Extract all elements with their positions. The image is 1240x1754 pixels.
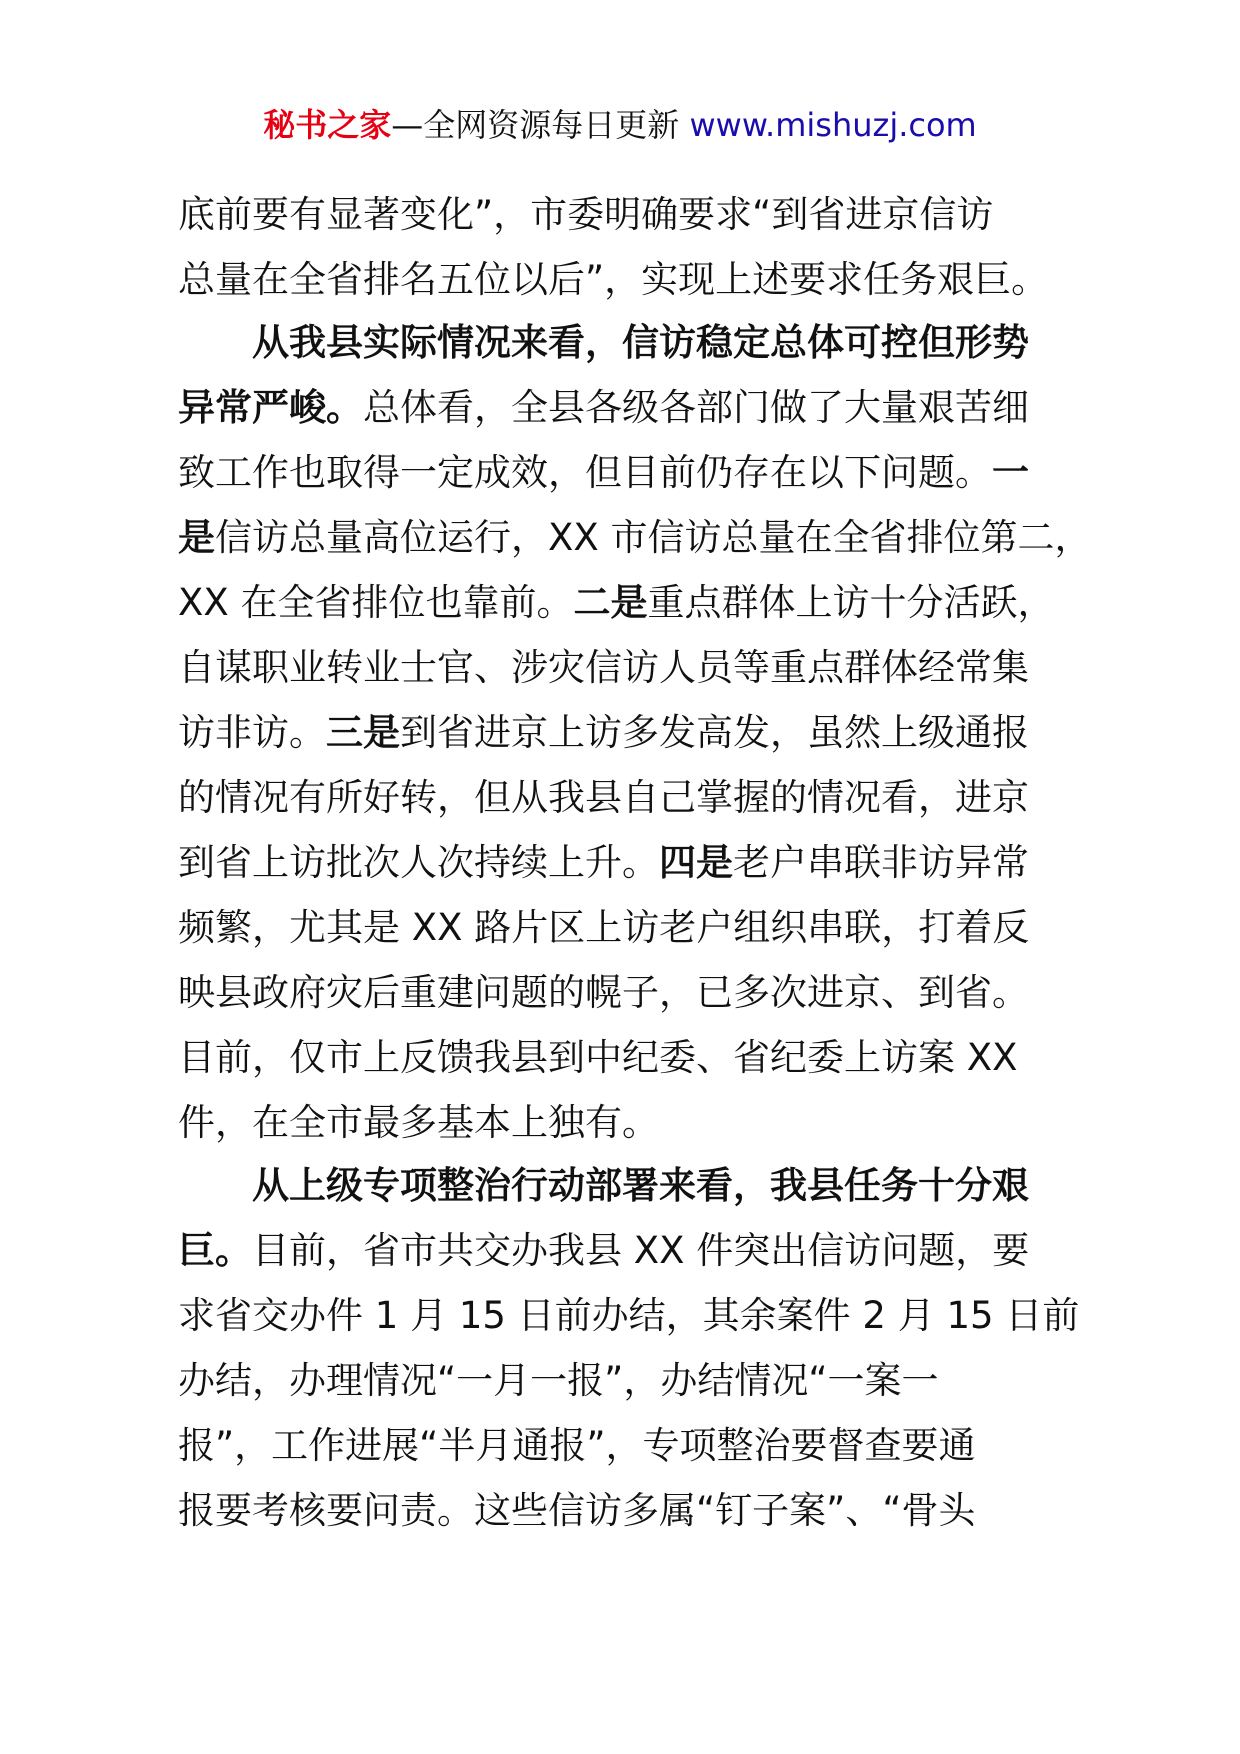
text-line xyxy=(178,570,1093,635)
body-text: 频繁，尤其是 XX 路片区上访老户组织串联，打着反 xyxy=(178,906,1030,949)
body-text: 求省交办件 1 月 15 日前办结，其余案件 2 月 15 日前 xyxy=(178,1294,1080,1337)
text-line xyxy=(178,375,1093,440)
body-text: 访非访。 xyxy=(178,711,326,754)
document-body xyxy=(178,182,1093,1543)
body-text: 到省进京上访多发高发，虽然上级通报 xyxy=(400,711,1029,754)
body-text: 目前，仅市上反馈我县到中纪委、省纪委上访案 XX xyxy=(178,1036,1018,1079)
body-text: 办结，办理情况“一月一报”，办结情况“一案一 xyxy=(178,1359,939,1402)
text-line xyxy=(178,440,1093,505)
body-text: 重点群体上访十分活跃， xyxy=(647,581,1055,624)
bold-text: 三是 xyxy=(326,711,400,754)
text-line xyxy=(178,310,1093,375)
text-line xyxy=(178,1025,1093,1090)
bold-text: 四是 xyxy=(659,841,733,884)
text-line xyxy=(178,1348,1093,1413)
body-text: 致工作也取得一定成效，但目前仍存在以下问题。 xyxy=(178,451,992,494)
text-line xyxy=(178,895,1093,960)
website-link[interactable]: www.mishuzj.com xyxy=(689,106,977,144)
body-text: 底前要有显著变化”，市委明确要求“到省进京信访 xyxy=(178,193,994,236)
text-line xyxy=(178,1283,1093,1348)
body-text: 件，在全市最多基本上独有。 xyxy=(178,1101,659,1144)
header-slogan: —全网资源每日更新 xyxy=(391,106,690,144)
body-text: 到省上访批次人次持续上升。 xyxy=(178,841,659,884)
body-text: 目前，省市共交办我县 XX 件突出信访问题，要 xyxy=(252,1229,1030,1272)
text-line xyxy=(178,830,1093,895)
text-line xyxy=(178,1218,1093,1283)
page-header xyxy=(0,100,1240,150)
bold-text: 是 xyxy=(178,516,215,559)
bold-text: 从我县实际情况来看，信访稳定总体可控但形势 xyxy=(252,321,1029,364)
brand-name: 秘书之家 xyxy=(263,106,392,144)
body-text: 自谋职业转业士官、涉灾信访人员等重点群体经常集 xyxy=(178,646,1029,689)
bold-text: 从上级专项整治行动部署来看，我县任务十分艰 xyxy=(252,1164,1029,1207)
text-line xyxy=(178,182,1093,247)
body-text: 的情况有所好转，但从我县自己掌握的情况看，进京 xyxy=(178,776,1029,819)
text-line xyxy=(178,1153,1093,1218)
text-line xyxy=(178,960,1093,1025)
body-text: 信访总量高位运行，XX 市信访总量在全省排位第二， xyxy=(215,516,1092,559)
bold-text: 异常严峻。 xyxy=(178,386,363,429)
bold-text: 二是 xyxy=(573,581,648,624)
body-text: 报要考核要问责。这些信访多属“钉子案”、“骨头 xyxy=(178,1489,976,1532)
text-line xyxy=(178,700,1093,765)
body-text: 映县政府灾后重建问题的幌子，已多次进京、到省。 xyxy=(178,971,1029,1014)
body-text: 总体看，全县各级各部门做了大量艰苦细 xyxy=(363,386,1029,429)
text-line xyxy=(178,765,1093,830)
text-line xyxy=(178,635,1093,700)
bold-text: 一 xyxy=(992,451,1029,494)
body-text: 老户串联非访异常 xyxy=(733,841,1029,884)
text-line xyxy=(178,247,1093,312)
body-text: 报”，工作进展“半月通报”，专项整治要督查要通 xyxy=(178,1424,976,1467)
text-line xyxy=(178,1413,1093,1478)
text-line xyxy=(178,505,1093,570)
text-line xyxy=(178,1478,1093,1543)
body-text: XX 在全省排位也靠前。 xyxy=(178,581,574,624)
bold-text: 巨。 xyxy=(178,1229,252,1272)
text-line xyxy=(178,1090,1093,1155)
body-text: 总量在全省排名五位以后”，实现上述要求任务艰巨。 xyxy=(178,258,1049,301)
